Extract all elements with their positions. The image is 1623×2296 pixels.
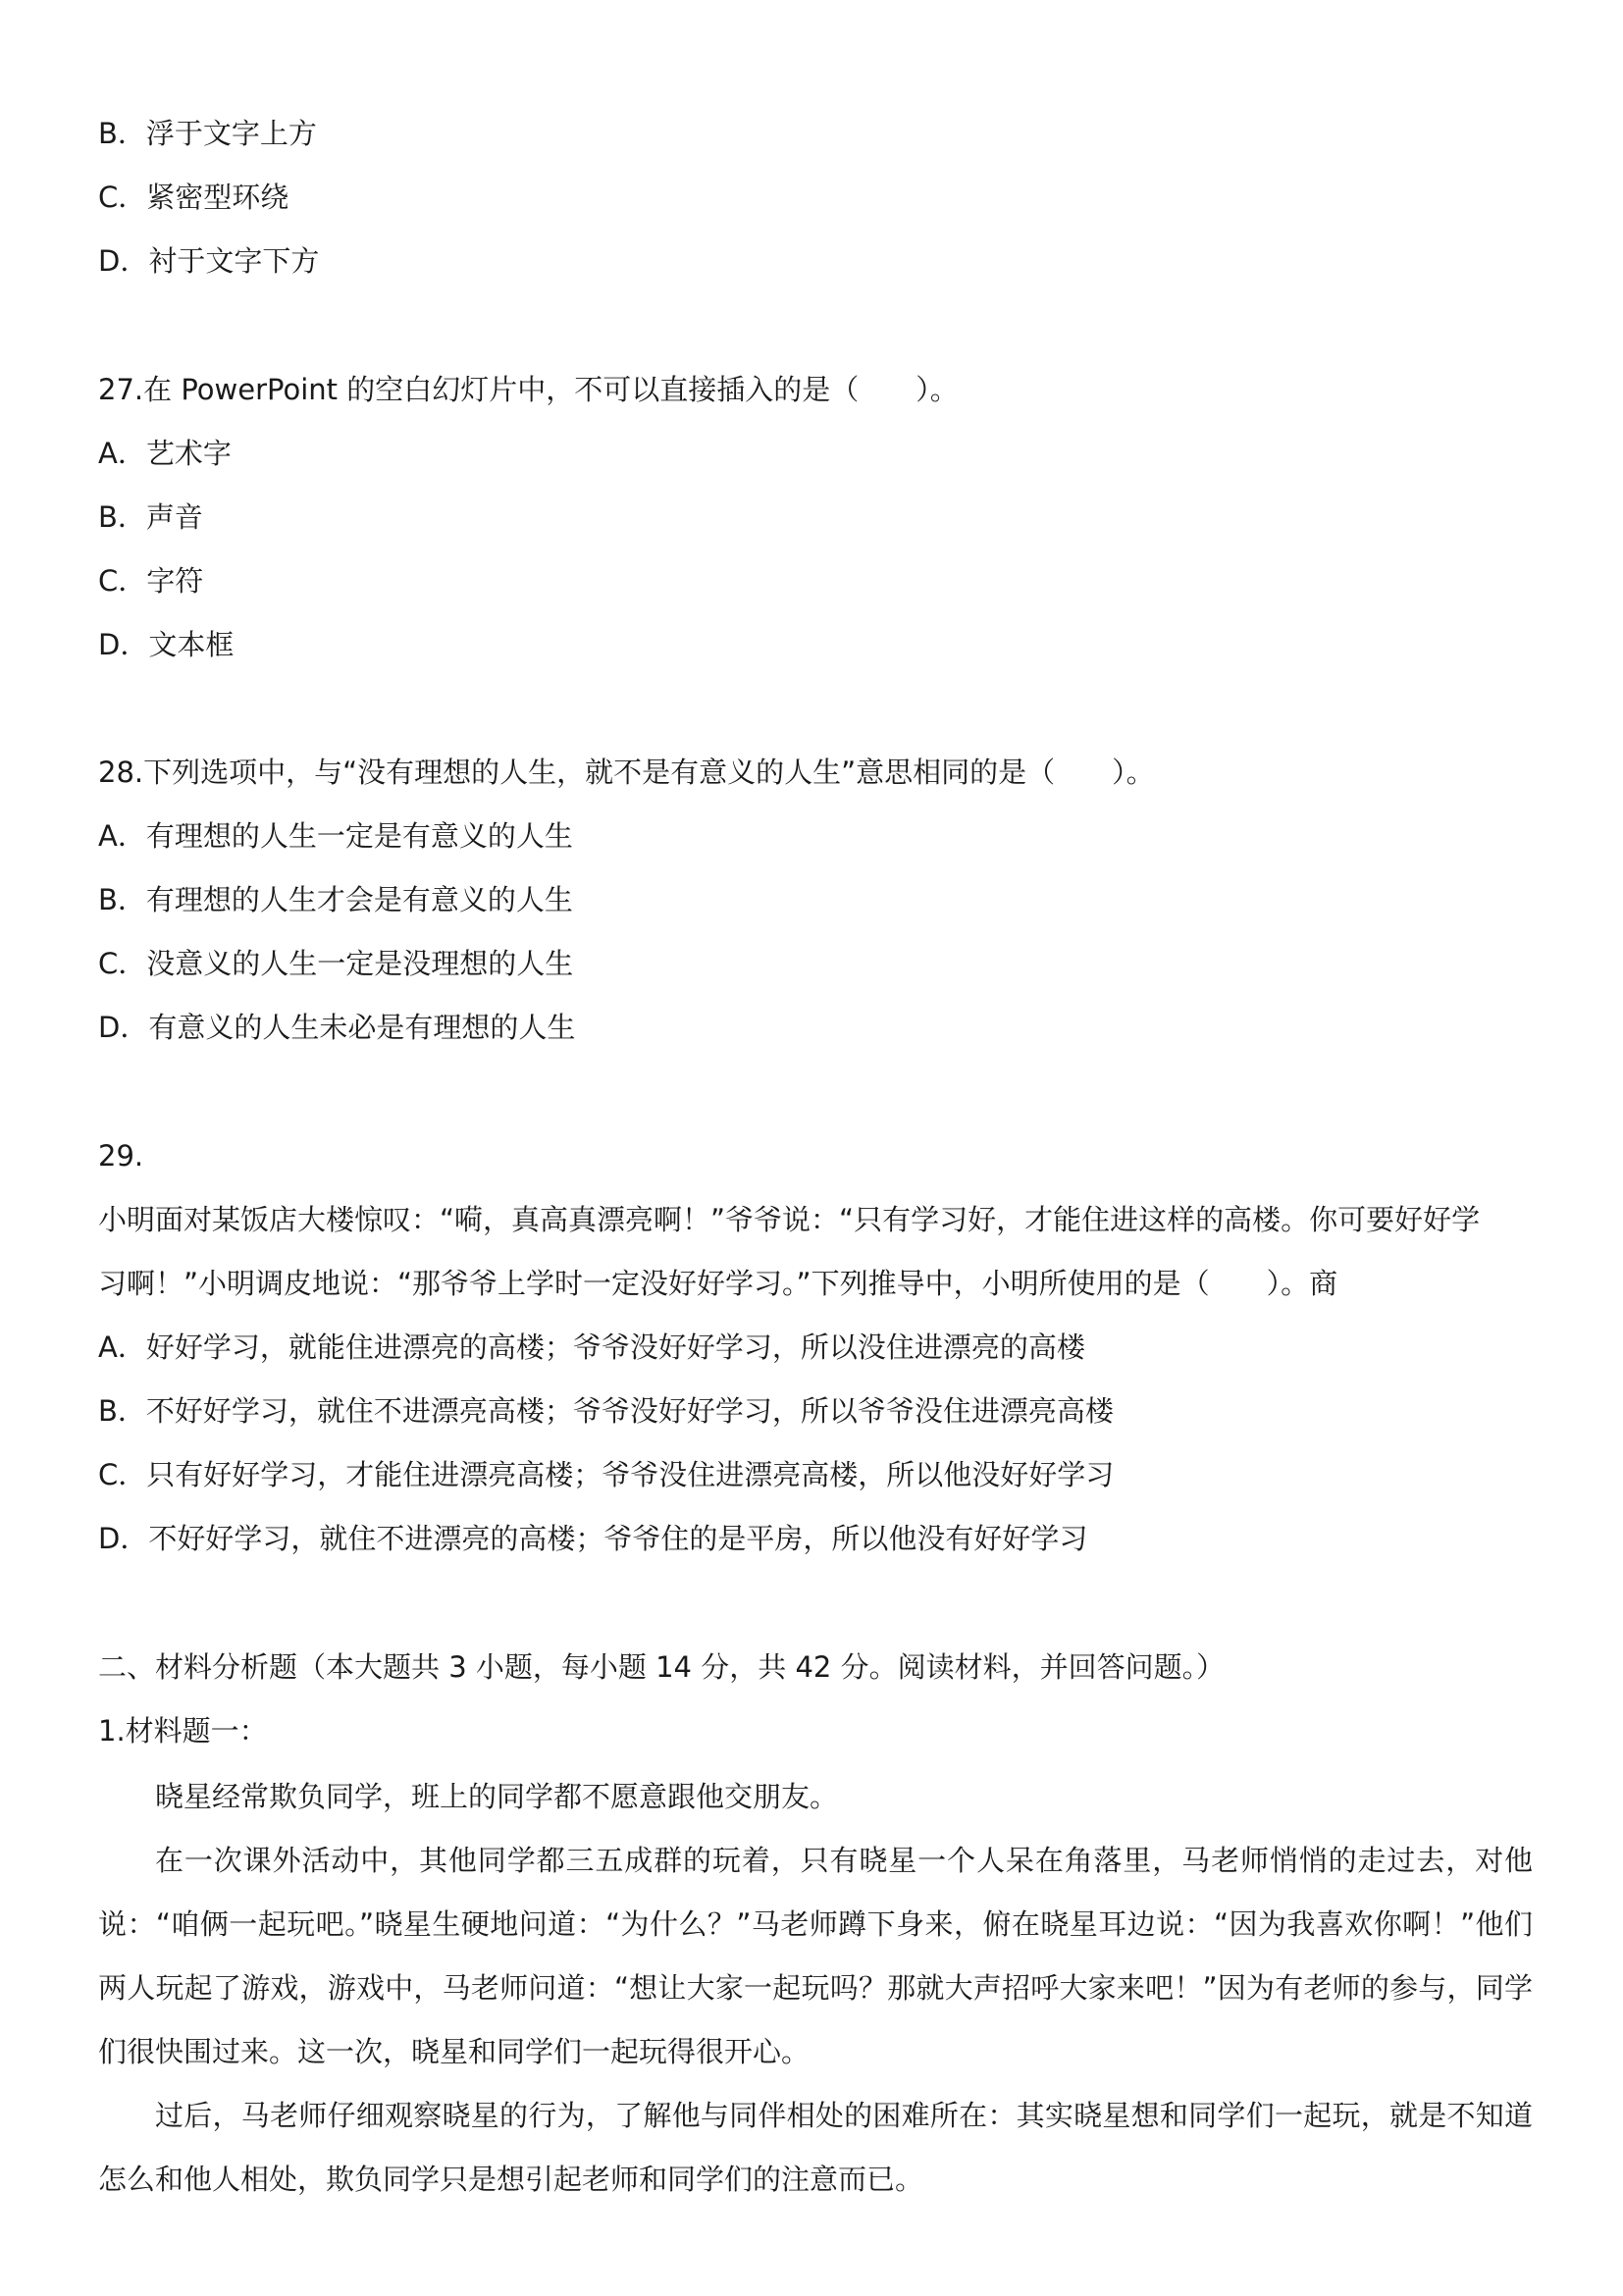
q29-stem-line2: 习啊！”小明调皮地说：“那爷爷上学时一定没好好学习。”下列推导中，小明所使用的是（ ）。商 xyxy=(98,1267,1338,1300)
section2-item-label: 1.材料题一： xyxy=(98,1714,268,1748)
q27-stem: 27.在 PowerPoint 的空白幻灯片中，不可以直接插入的是（ ）。 xyxy=(98,373,959,406)
q26-option-c: C．紧密型环绕 xyxy=(98,181,289,214)
q27-option-b: B．声音 xyxy=(98,500,203,534)
material-paragraph-3: 过后，马老师仔细观察晓星的行为，了解他与同伴相处的困难所在：其实晓星想和同学们一起玩，就是不知道怎么和他人相处，欺负同学只是想引起老师和同学们的注意而已。 xyxy=(98,2099,1533,2196)
q27-option-d: D．文本框 xyxy=(98,628,235,661)
q29-option-b: B．不好好学习，就住不进漂亮高楼；爷爷没好好学习，所以爷爷没住进漂亮高楼 xyxy=(98,1394,1114,1428)
q26-option-b: B．浮于文字上方 xyxy=(98,117,317,150)
q29-option-d: D．不好好学习，就住不进漂亮的高楼；爷爷住的是平房，所以他没有好好学习 xyxy=(98,1522,1088,1555)
q28-option-c: C．没意义的人生一定是没理想的人生 xyxy=(98,947,574,980)
q29-option-c: C．只有好好学习，才能住进漂亮高楼；爷爷没住进漂亮高楼，所以他没好好学习 xyxy=(98,1458,1115,1491)
material-paragraph-2: 在一次课外活动中，其他同学都三五成群的玩着，只有晓星一个人呆在角落里，马老师悄悄的走过去，对他说：“咱俩一起玩吧。”晓星生硬地问道：“为什么？”马老师蹲下身来，俯在晓星耳边说：“因为我喜欢你啊！”他们两人玩起了游戏，游戏中，马老师问道：“想让大家一起玩吗？那就大声招呼大家来吧！”因为有老师的参与，同学们很快围过来。这一次，晓星和同学们一起玩得很开心。 xyxy=(98,1844,1533,2068)
q26-option-d: D．衬于文字下方 xyxy=(98,244,320,278)
q28-stem: 28.下列选项中，与“没有理想的人生，就不是有意义的人生”意思相同的是（ ）。 xyxy=(98,756,1155,789)
q29-option-a: A．好好学习，就能住进漂亮的高楼；爷爷没好好学习，所以没住进漂亮的高楼 xyxy=(98,1331,1085,1364)
q28-option-a: A．有理想的人生一定是有意义的人生 xyxy=(98,819,573,853)
q28-option-b: B．有理想的人生才会是有意义的人生 xyxy=(98,883,573,916)
q29-stem-line1: 小明面对某饭店大楼惊叹：“嗬，真高真漂亮啊！”爷爷说：“只有学习好，才能住进这样的高楼。你可要好好学 xyxy=(98,1203,1481,1236)
q27-option-c: C．字符 xyxy=(98,564,204,598)
q27-option-a: A．艺术字 xyxy=(98,437,232,470)
material-paragraph-1: 晓星经常欺负同学，班上的同学都不愿意跟他交朋友。 xyxy=(155,1780,839,1813)
q28-option-d: D．有意义的人生未必是有理想的人生 xyxy=(98,1011,576,1044)
section2-heading: 二、材料分析题（本大题共 3 小题，每小题 14 分，共 42 分。阅读材料，并回答问题。） xyxy=(98,1650,1226,1684)
q29-number: 29. xyxy=(98,1139,144,1173)
